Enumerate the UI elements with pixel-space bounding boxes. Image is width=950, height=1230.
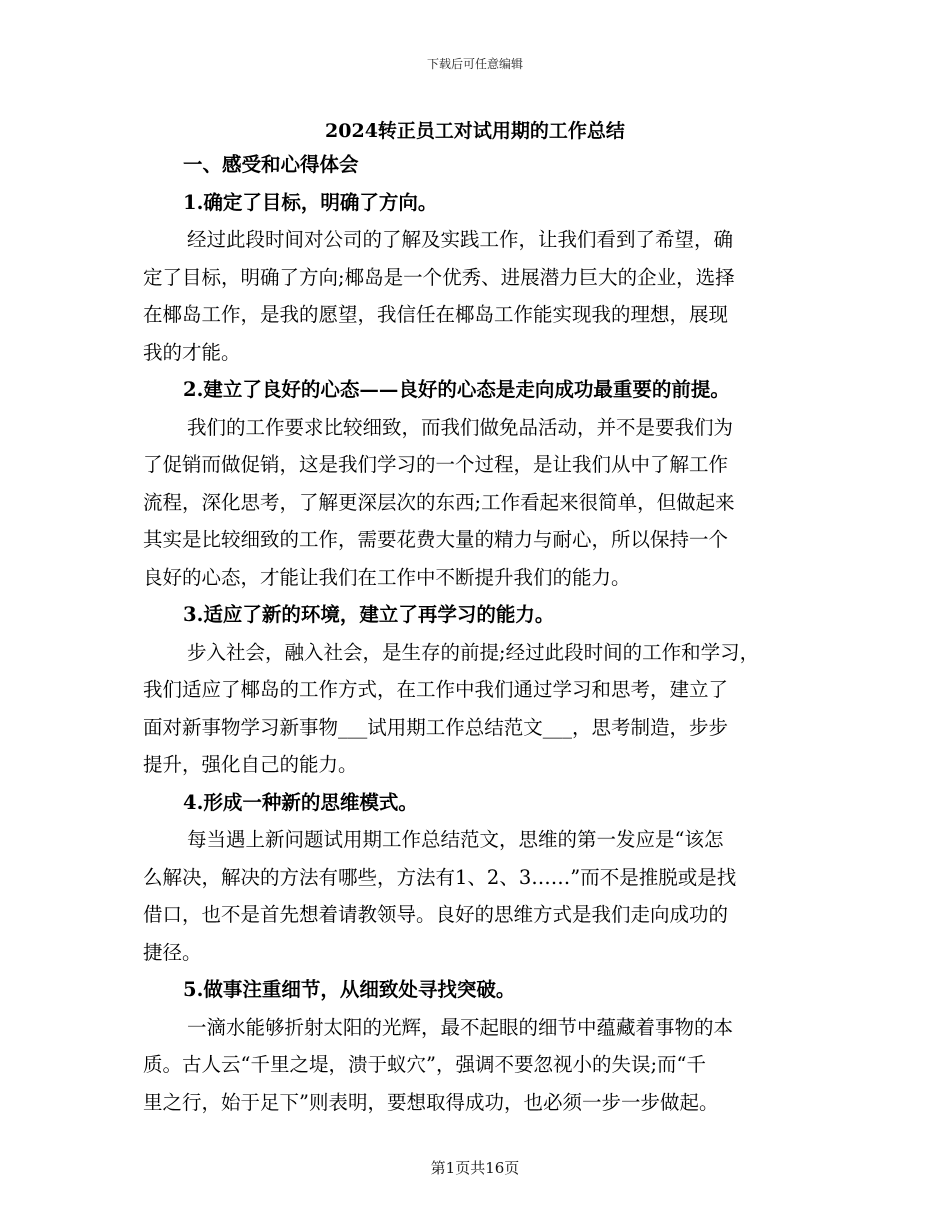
document-title: 2024转正员工对试用期的工作总结 [325, 120, 625, 142]
paragraph-line: 流程，深化思考，了解更深层次的东西;工作看起来很简单，但做起来 [143, 490, 735, 514]
paragraph-line: 在椰岛工作，是我的愿望，我信任在椰岛工作能实现我的理想，展现 [143, 303, 729, 326]
paragraph-line: 其实是比较细致的工作，需要花费大量的精力与耐心，所以保持一个 [143, 528, 729, 551]
paragraph-line: 面对新事物学习新事物___试用期工作总结范文___，思考制造，步步 [143, 715, 729, 739]
paragraph-line: 定了目标，明确了方向;椰岛是一个优秀、进展潜力巨大的企业，选择 [143, 265, 735, 289]
paragraph-line: 步入社会，融入社会，是生存的前提;经过此段时间的工作和学习， [187, 640, 760, 664]
paragraph-line: 提升，强化自己的能力。 [143, 753, 358, 776]
paragraph-line: 一滴水能够折射太阳的光辉，最不起眼的细节中蕴藏着事物的本 [187, 1015, 734, 1039]
section-heading: 一、感受和心得体会 [183, 153, 359, 176]
paragraph-line: 里之行，始于足下”则表明，要想取得成功，也必须一步一步做起。 [143, 1090, 719, 1114]
subsection-heading: 2.建立了良好的心态——良好的心态是走向成功最重要的前提。 [183, 378, 730, 401]
page-header: 下载后可任意编辑 [426, 57, 523, 71]
subsection-heading: 5.做事注重细节，从细致处寻找突破。 [183, 978, 516, 1001]
paragraph-line: 借口，也不是首先想着请教领导。良好的思维方式是我们走向成功的 [143, 903, 729, 926]
paragraph-line: 么解决，解决的方法有哪些，方法有1、2、3……”而不是推脱或是找 [143, 865, 737, 889]
page-footer: 第1页共16页 [430, 1159, 520, 1177]
paragraph-line: 经过此段时间对公司的了解及实践工作，让我们看到了希望，确 [187, 228, 734, 251]
subsection-heading: 3.适应了新的环境，建立了再学习的能力。 [183, 603, 555, 626]
paragraph-line: 我们适应了椰岛的工作方式，在工作中我们通过学习和思考，建立了 [143, 678, 729, 701]
paragraph-line: 我们的工作要求比较细致，而我们做免品活动，并不是要我们为 [187, 415, 734, 439]
paragraph-line: 捷径。 [143, 940, 202, 964]
paragraph-line: 了促销而做促销，这是我们学习的一个过程，是让我们从中了解工作 [143, 453, 729, 476]
subsection-heading: 4.形成一种新的思维模式。 [183, 790, 418, 814]
paragraph-line: 良好的心态，才能让我们在工作中不断提升我们的能力。 [143, 565, 631, 589]
document-body [143, 150, 815, 1125]
paragraph-line: 质。古人云“千里之堤，溃于蚁穴”，强调不要忽视小的失误;而“千 [143, 1053, 706, 1076]
paragraph-line: 我的才能。 [143, 340, 241, 364]
paragraph-line: 每当遇上新问题试用期工作总结范文，思维的第一发应是“该怎 [187, 828, 724, 851]
subsection-heading: 1.确定了目标，明确了方向。 [183, 190, 438, 214]
